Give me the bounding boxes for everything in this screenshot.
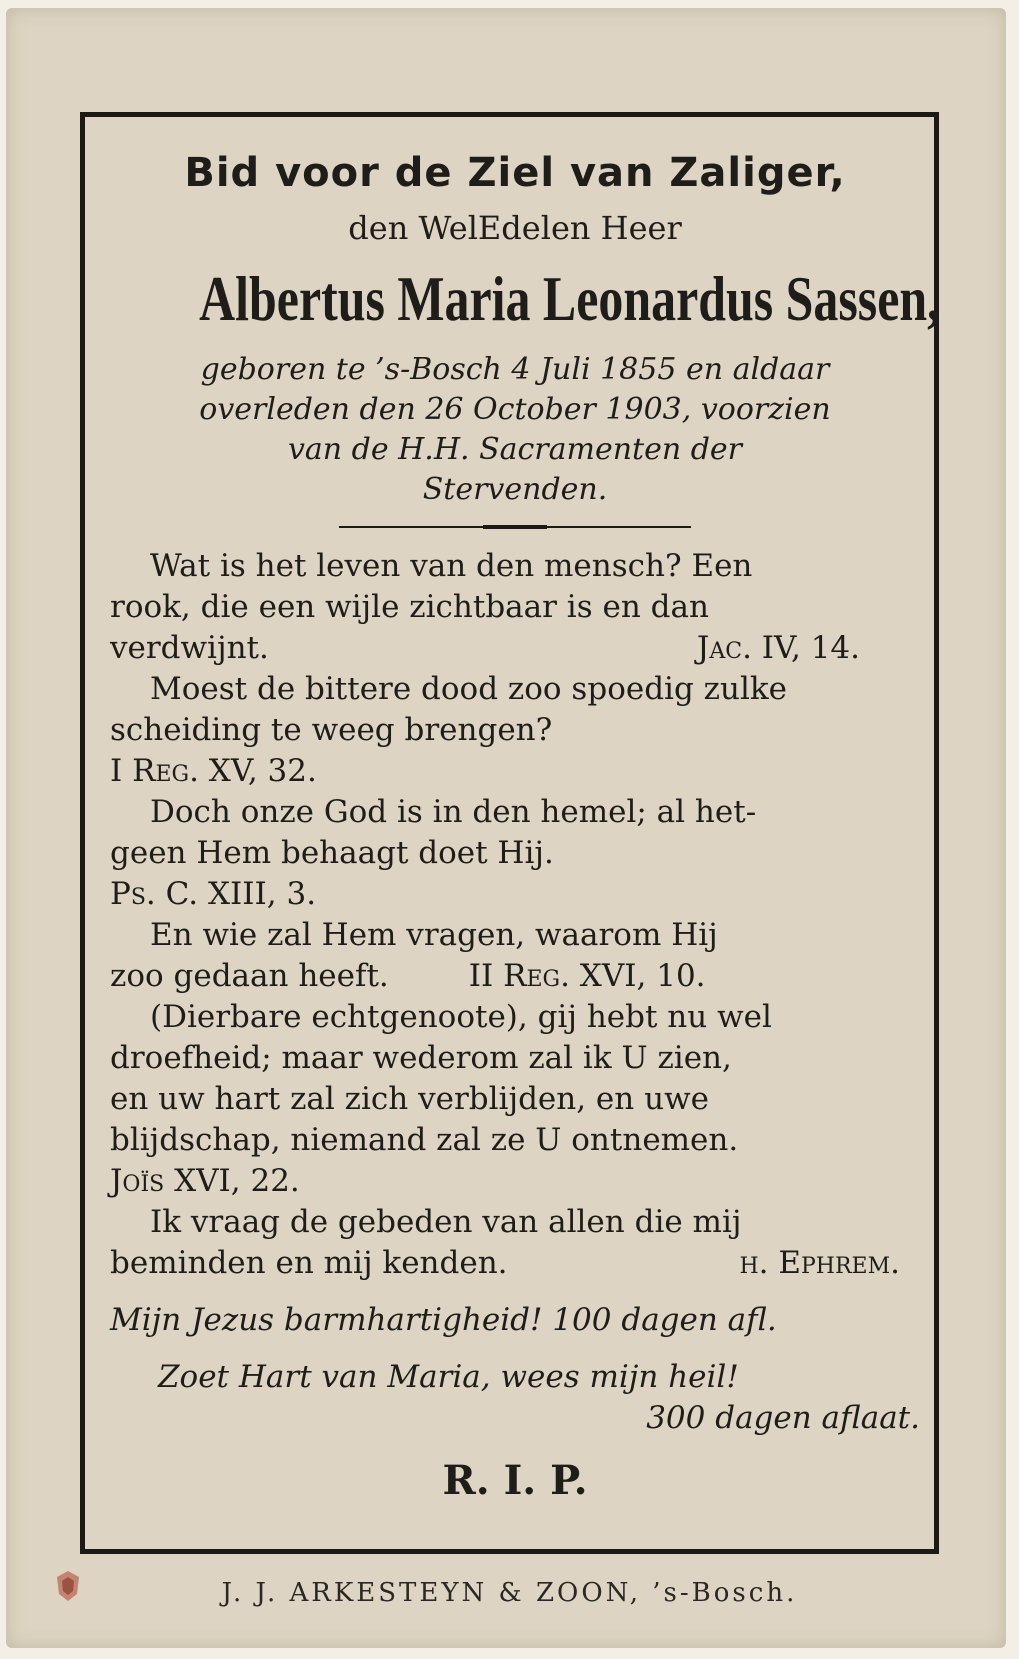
- verse-line: Doch onze God is in den hemel; al het-: [150, 794, 757, 830]
- verse-line: En wie zal Hem vragen, waarom Hij: [150, 917, 718, 953]
- verse-line: Moest de bittere dood zoo spoedig zulke: [150, 671, 787, 707]
- verse-ephrem: [110, 1202, 920, 1284]
- card-content: [110, 118, 940, 1504]
- verse-line: Wat is het leven van den mensch? Een: [150, 548, 753, 584]
- prayer-line: 300 dagen aflaat.: [646, 1400, 920, 1436]
- printer-imprint: J. J. ARKESTEYN & ZOON, ’s-Bosch.: [221, 1578, 798, 1608]
- rip-text: R. I. P.: [442, 1457, 588, 1504]
- born-line: overleden den 26 October 1903, voorzien: [199, 392, 831, 427]
- verse-line: zoo gedaan heeft.: [110, 958, 389, 994]
- indulgence-prayer-2: [110, 1357, 920, 1439]
- decorative-rule: [339, 526, 691, 528]
- verse-line: verdwijnt.: [110, 630, 269, 666]
- verse-line: en uw hart zal zich verblijden, en uwe: [110, 1081, 709, 1117]
- indulgence-prayer-1: Mijn Jezus barmhartigheid! 100 dagen afl.: [110, 1302, 777, 1338]
- verse-reference: Joïs XVI, 22.: [110, 1163, 300, 1199]
- verse-line: rook, die een wijle zichtbaar is en dan: [110, 589, 709, 625]
- prayer-line: Zoet Hart van Maria, wees mijn heil!: [158, 1359, 739, 1395]
- verse-reg-1: [110, 669, 920, 792]
- verse-reference: II Reg. XVI, 10.: [468, 958, 706, 994]
- verse-line: droefheid; maar wederom zal ik U zien,: [110, 1040, 732, 1076]
- verse-line: beminden en mij kenden.: [110, 1245, 508, 1281]
- deceased-name: Albertus Maria Leonardus Sassen,: [199, 263, 940, 334]
- verse-jois: [110, 997, 920, 1202]
- verse-line: Ik vraag de gebeden van allen die mij: [150, 1204, 742, 1240]
- birth-death-info: [110, 350, 920, 510]
- verse-reference: h. Ephrem.: [739, 1245, 900, 1281]
- verse-reference: I Reg. XV, 32.: [110, 753, 317, 789]
- card-title: Bid voor de Ziel van Zaliger,: [184, 150, 846, 196]
- born-line: van de H.H. Sacramenten der: [287, 432, 743, 467]
- verse-reference: Ps. C. XIII, 3.: [110, 876, 317, 912]
- verse-jac: [110, 546, 920, 669]
- verse-reference: Jac. IV, 14.: [696, 630, 860, 666]
- born-line: Stervenden.: [422, 472, 608, 507]
- verse-line: blijdschap, niemand zal ze U ontnemen.: [110, 1122, 739, 1158]
- verse-line: scheiding te weeg brengen?: [110, 712, 553, 748]
- card-subtitle: den WelEdelen Heer: [348, 209, 682, 247]
- born-line: geboren te ’s-Bosch 4 Juli 1855 en aldaar: [200, 352, 830, 387]
- verse-reg-2: [110, 915, 920, 997]
- verse-line: (Dierbare echtgenoote), gij hebt nu wel: [150, 999, 772, 1035]
- verse-line: geen Hem behaagt doet Hij.: [110, 835, 554, 871]
- verse-ps: [110, 792, 920, 915]
